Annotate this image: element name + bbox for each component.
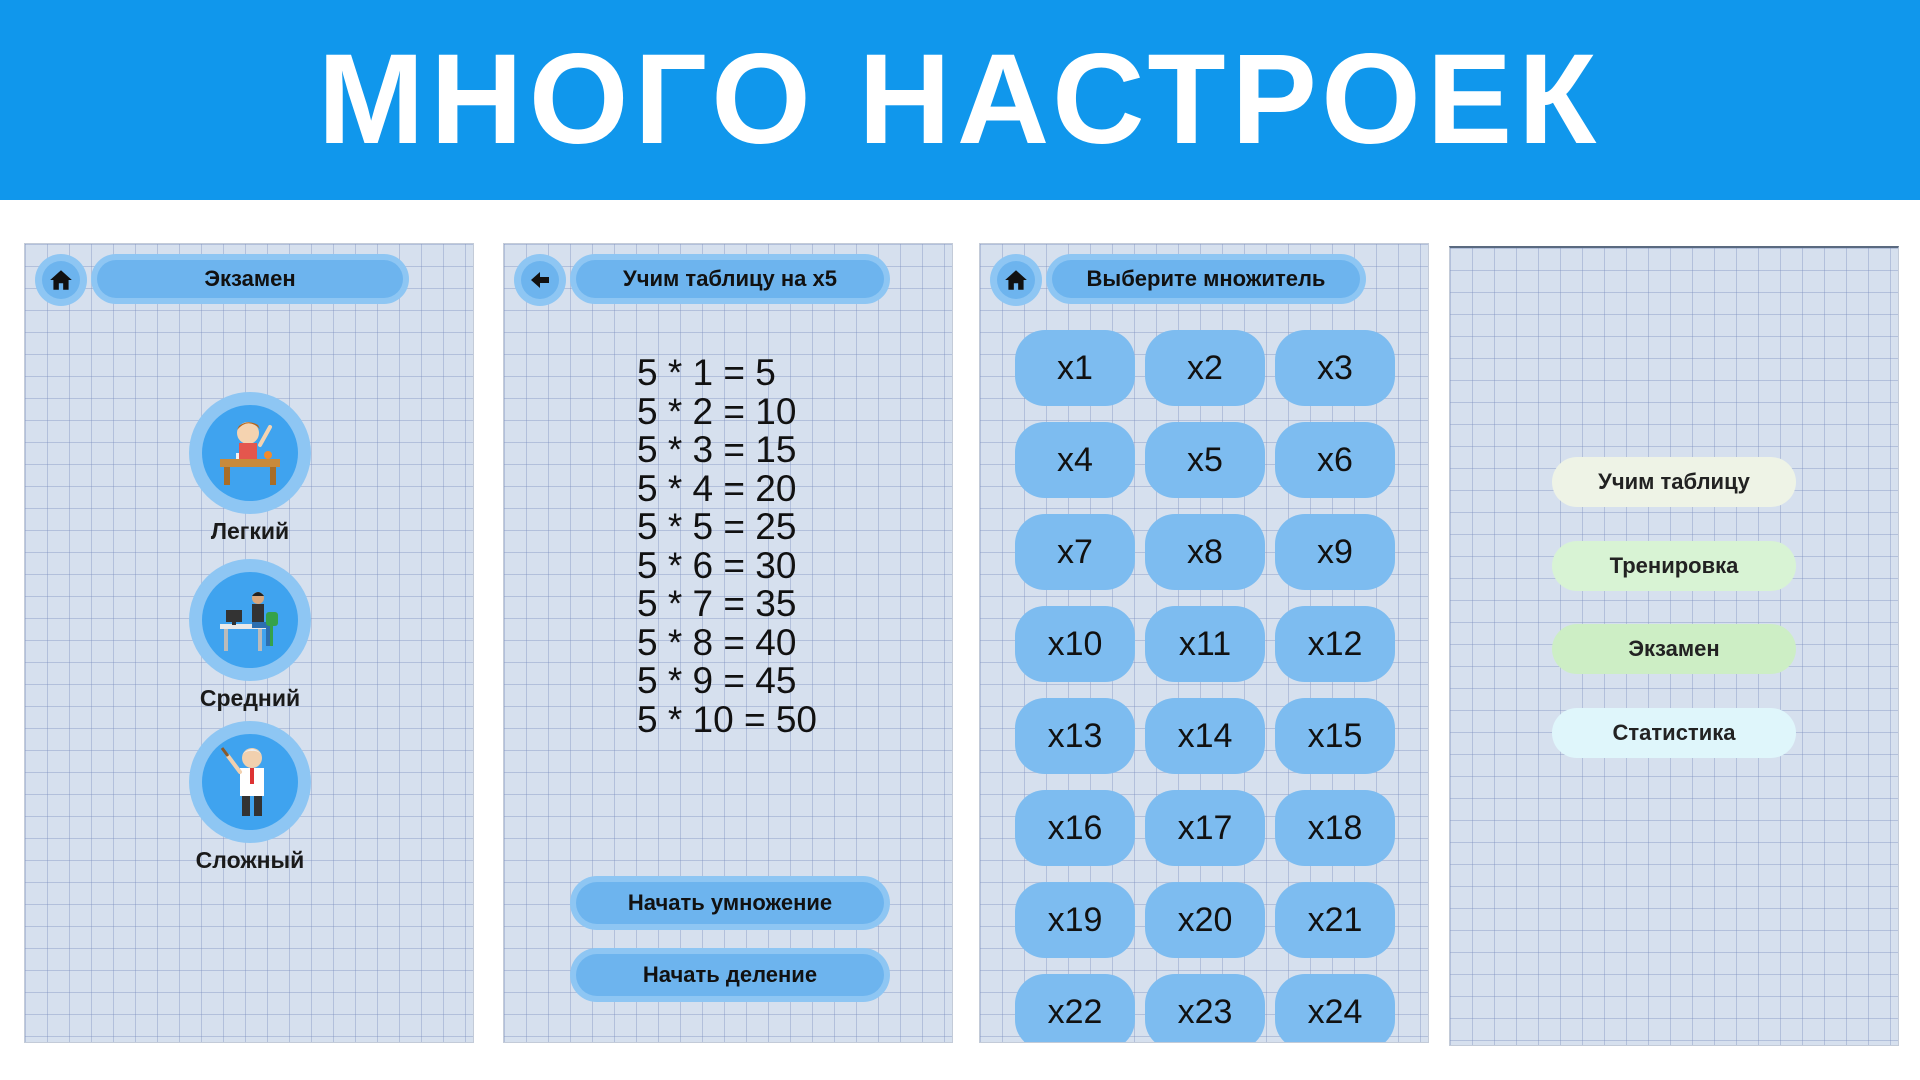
multiplier-button[interactable]: x12 [1275, 606, 1395, 682]
table-row: 5 * 1 = 5 [637, 352, 776, 393]
level-hard-circle[interactable] [189, 721, 311, 843]
multiplier-button[interactable]: x3 [1275, 330, 1395, 406]
level-easy-circle[interactable] [189, 392, 311, 514]
level-label: Легкий [210, 518, 290, 544]
level-medium[interactable] [25, 559, 474, 712]
page-title: Выберите множитель [1052, 260, 1360, 298]
page-title: Учим таблицу на x5 [576, 260, 884, 298]
level-hard[interactable] [25, 721, 474, 874]
multiplier-button[interactable]: x10 [1015, 606, 1135, 682]
multiplier-button[interactable]: x15 [1275, 698, 1395, 774]
table-row: 5 * 8 = 40 [637, 621, 797, 663]
home-button[interactable] [35, 254, 87, 306]
multiplier-button[interactable]: x5 [1145, 422, 1265, 498]
level-medium-circle[interactable] [189, 559, 311, 681]
person-at-computer-icon [210, 580, 290, 660]
multiplier-button[interactable]: x17 [1145, 790, 1265, 866]
table-row: 5 * 10 = 50 [637, 698, 818, 740]
multiplier-button[interactable]: x2 [1145, 330, 1265, 406]
arrow-left-icon [528, 268, 552, 292]
level-label: Сложный [195, 847, 305, 873]
learn-title-pill [570, 254, 890, 304]
multiplier-button[interactable]: x20 [1145, 882, 1265, 958]
multiplier-button[interactable]: x11 [1145, 606, 1265, 682]
multiplier-button[interactable]: x19 [1015, 882, 1135, 958]
table-row: 5 * 5 = 25 [637, 506, 797, 547]
multiplier-grid [1015, 330, 1395, 1043]
multiplier-button[interactable]: x23 [1145, 974, 1265, 1043]
multiplier-button[interactable]: x13 [1015, 698, 1135, 774]
home-icon [48, 267, 74, 293]
multiplier-button[interactable]: x18 [1275, 790, 1395, 866]
table-row: 5 * 4 = 20 [637, 467, 797, 509]
exam-title-pill [91, 254, 409, 304]
start-division-button[interactable] [570, 948, 890, 1002]
start-division-label: Начать деление [576, 954, 884, 996]
multiplier-button[interactable]: x1 [1015, 330, 1135, 406]
start-multiplication-label: Начать умножение [576, 882, 884, 924]
level-label: Средний [199, 685, 301, 711]
page-title: Экзамен [97, 260, 403, 298]
multiplier-button[interactable]: x22 [1015, 974, 1135, 1043]
menu-exam-button[interactable]: Экзамен [1552, 624, 1796, 674]
table-row: 5 * 9 = 45 [637, 660, 797, 701]
table-row: 5 * 7 = 35 [637, 583, 797, 624]
learn-table-screen [503, 243, 953, 1043]
multiplier-button[interactable]: x21 [1275, 882, 1395, 958]
multiplier-button[interactable]: x16 [1015, 790, 1135, 866]
level-easy[interactable] [25, 392, 474, 545]
multiplier-button[interactable]: x8 [1145, 514, 1265, 590]
menu-training-button[interactable]: Тренировка [1552, 541, 1796, 591]
home-icon [1003, 267, 1029, 293]
banner [0, 0, 1920, 200]
multiplier-button[interactable]: x14 [1145, 698, 1265, 774]
multiplier-button[interactable]: x9 [1275, 514, 1395, 590]
table-row: 5 * 3 = 15 [637, 429, 797, 470]
exam-screen [24, 243, 474, 1043]
menu-learn-table-button[interactable]: Учим таблицу [1552, 457, 1796, 507]
start-multiplication-button[interactable] [570, 876, 890, 930]
table-row: 5 * 2 = 10 [637, 390, 797, 432]
table-row: 5 * 6 = 30 [637, 544, 797, 586]
select-multiplier-screen [979, 243, 1429, 1043]
multiplier-button[interactable]: x7 [1015, 514, 1135, 590]
main-menu-screen [1449, 246, 1899, 1046]
menu-statistics-button[interactable]: Статистика [1552, 708, 1796, 758]
multiplier-button[interactable]: x4 [1015, 422, 1135, 498]
banner-title: МНОГО НАСТРОЕК [317, 28, 1603, 171]
multiplier-button[interactable]: x6 [1275, 422, 1395, 498]
back-button[interactable] [514, 254, 566, 306]
professor-icon [210, 742, 290, 822]
student-at-desk-icon [210, 413, 290, 493]
select-title-pill [1046, 254, 1366, 304]
home-button[interactable] [990, 254, 1042, 306]
multiplication-table [637, 354, 817, 739]
multiplier-button[interactable]: x24 [1275, 974, 1395, 1043]
